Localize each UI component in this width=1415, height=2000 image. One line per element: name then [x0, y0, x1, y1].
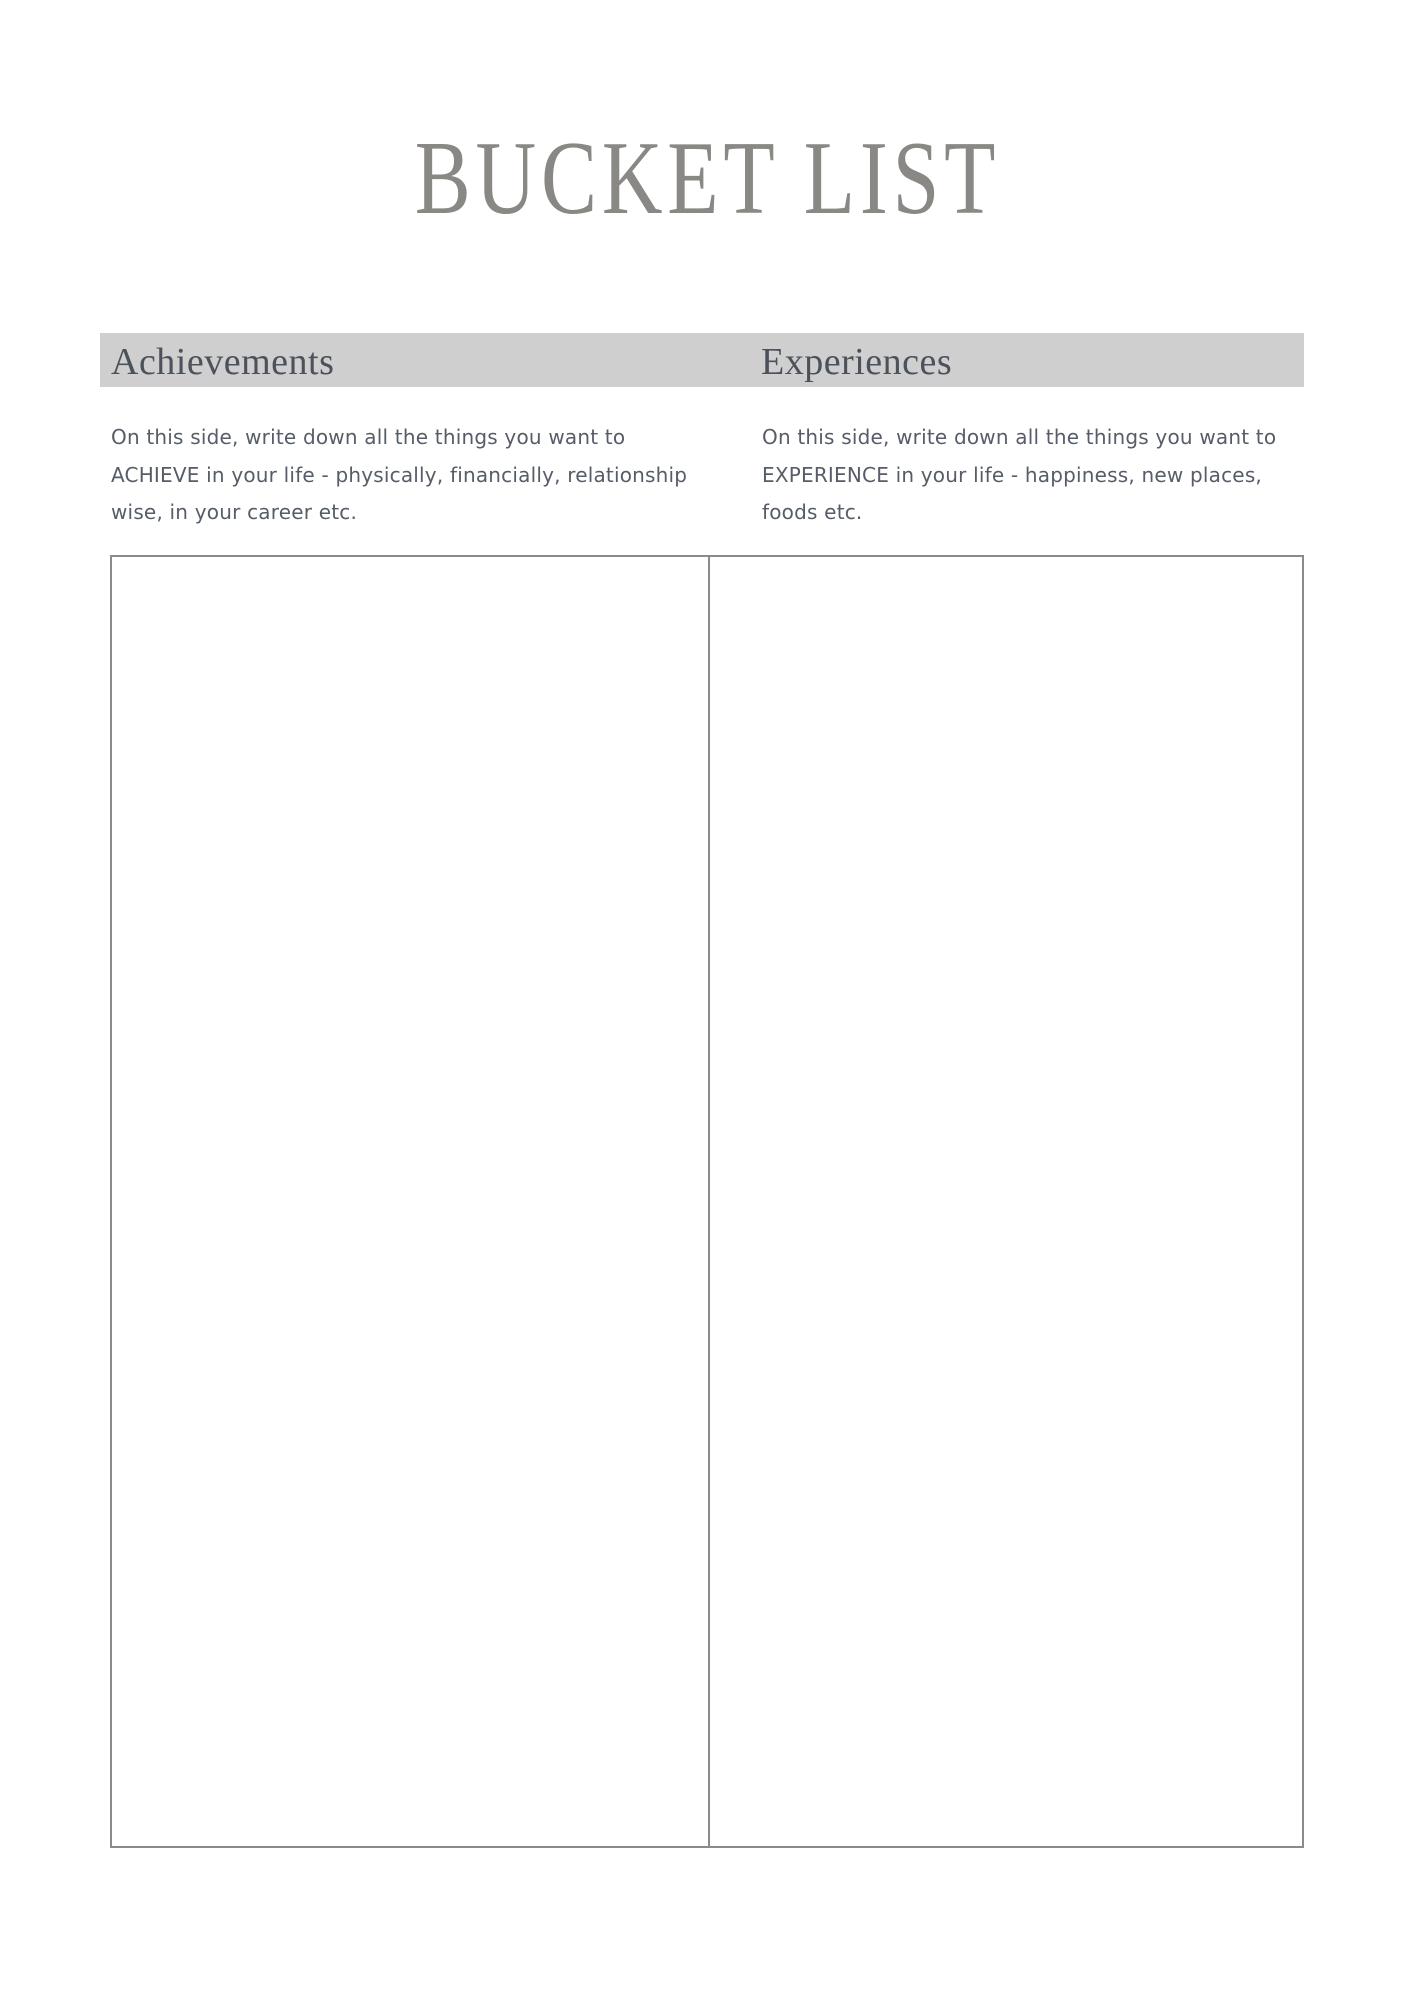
achievements-description-line-1: On this side, write down all the things you want to [111, 425, 626, 449]
experiences-description-line-1: On this side, write down all the things you want to [762, 425, 1277, 449]
experiences-header: Experiences [761, 341, 953, 384]
experiences-description-line-2: EXPERIENCE in your life - happiness, new places, [762, 462, 1262, 487]
experiences-description [762, 419, 1276, 532]
achievements-description-line-2: ACHIEVE in your life - physically, financially, relationship [111, 462, 688, 487]
achievements-header: Achievements [111, 341, 335, 384]
achievements-description-line-3: wise, in your career etc. [111, 500, 357, 524]
experiences-notes-area[interactable] [710, 557, 1302, 1846]
achievements-notes-area[interactable] [112, 557, 708, 1846]
section-header-bar [100, 333, 1304, 387]
experiences-description-line-3: foods etc. [762, 500, 863, 524]
page-title: BUCKET LIST [414, 119, 1001, 236]
bucket-list-notes-box [110, 555, 1304, 1848]
achievements-description [111, 419, 687, 532]
